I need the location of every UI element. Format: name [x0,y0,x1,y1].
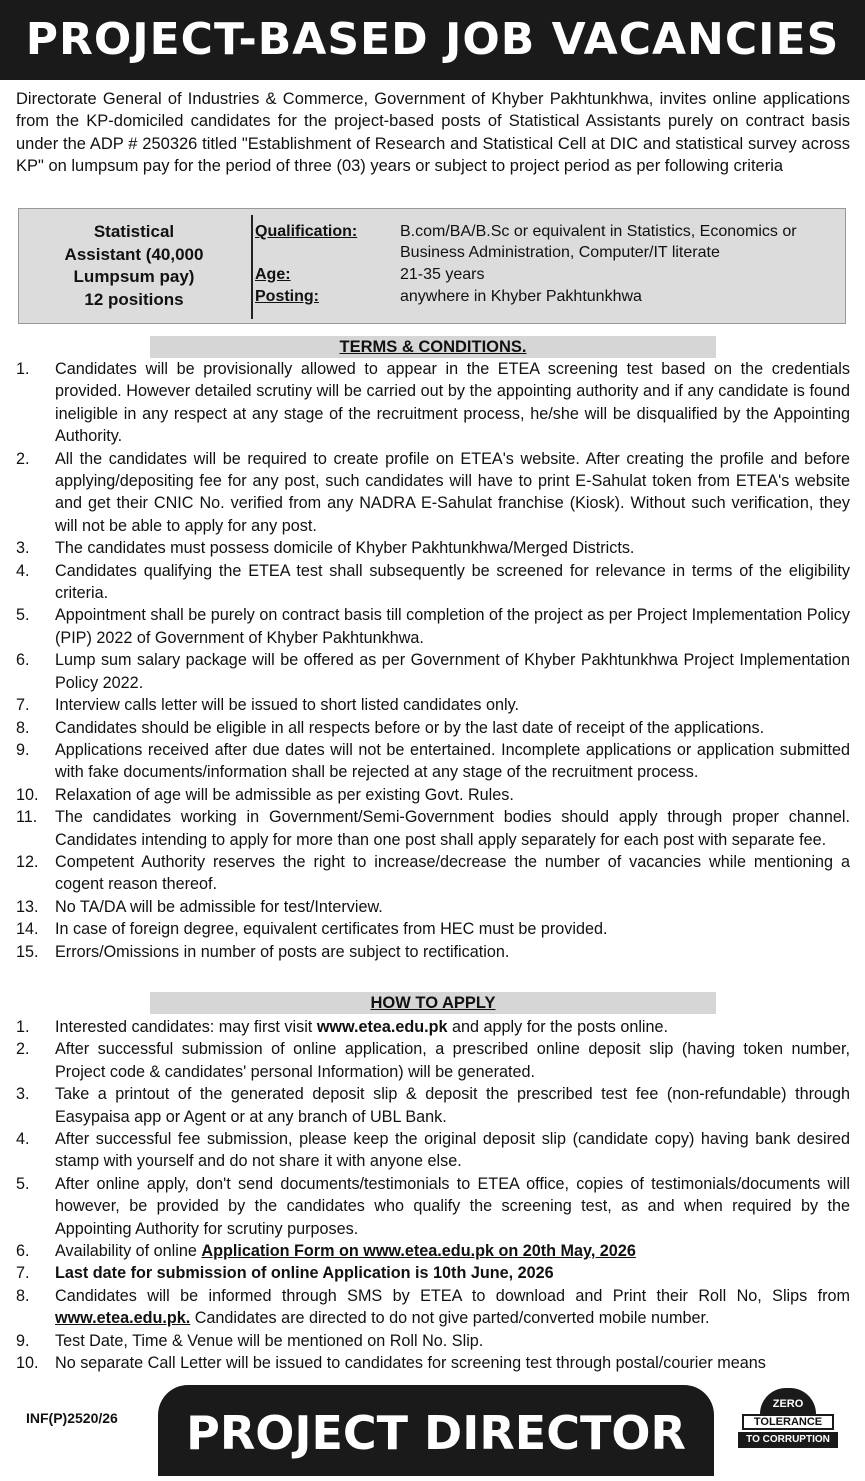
post-title-line: Lumpsum pay) [73,267,195,286]
item-number: 10. [16,785,39,804]
posting-value: anywhere in Khyber Pakhtunkhwa [400,288,642,305]
last-date-text: Last date for submission of online Application is 10th June, 2026 [55,1264,554,1283]
advert-code: INF(P)2520/26 [26,1410,118,1426]
post-divider [251,215,253,319]
list-item [16,537,850,559]
item-text: Relaxation of age will be admissible as per existing Govt. Rules. [55,785,514,804]
list-item: 3. Take a printout of the generated deposit slip & deposit the prescribed test fee (non-refundable) through Easypaisa app or Agent or at any branch of UBL Bank. [16,1085,850,1126]
apply-text: After successful fee submission, please keep the original deposit slip (candidate copy) having bank desired stamp with yourself and do not share it with anyone else. [55,1130,850,1171]
item-text: Lump sum salary package will be offered as per Government of Khyber Pakhtunkhwa Project Implementation Policy 2022. [55,651,850,692]
item-text: The candidates must possess domicile of Khyber Pakhtunkhwa/Merged Districts. [55,539,635,558]
list-item: 10. No separate Call Letter will be issued to candidates for screening test through postal/courier means [16,1354,766,1373]
apply-text: Candidates are directed to do not give parted/converted mobile number. [190,1309,710,1328]
item-number: 5. [16,606,30,625]
item-number: 12. [16,852,39,871]
list-item [16,806,850,851]
terms-heading: TERMS & CONDITIONS. [150,336,716,358]
list-item [16,649,850,694]
zero-tolerance-badge [738,1388,838,1454]
item-text: All the candidates will be required to create profile on ETEA's website. After creating the profile and before applying/depositing fee for any post, such candidates will have to print E-Sahulat token from ETEA's website and get their CNIC No. verified from any NADRA E-Sahulat franchise (Kiosk). Without such verification, they will not be able to apply for any post. [55,449,850,535]
item-text: Interview calls letter will be issued to short listed candidates only. [55,696,519,715]
list-item [16,941,850,963]
apply-text: No separate Call Letter will be issued to candidates for screening test through postal/courier means [55,1354,766,1373]
post-title-line: 12 positions [84,289,184,309]
badge-corruption: TO CORRUPTION [738,1432,838,1448]
age-label: Age: [255,266,291,283]
how-to-apply-list [16,1016,850,1375]
qualification-value: B.com/BA/B.Sc or equivalent in Statistics, Economics or Business Administration, Computer/IT literate [400,223,797,261]
item-number: 6. [16,651,30,670]
etea-website-link[interactable]: www.etea.edu.pk. [55,1309,191,1328]
list-item: 4. After successful fee submission, please keep the original deposit slip (candidate copy) having bank desired stamp with yourself and do not share it with anyone else. [16,1130,850,1171]
list-item: 7. Last date for submission of online Application is 10th June, 2026 [16,1264,554,1283]
apply-text: Test Date, Time & Venue will be mentioned on Roll No. Slip. [55,1331,484,1350]
list-item [16,851,850,896]
item-text: Errors/Omissions in number of posts are subject to rectification. [55,942,510,961]
apply-text: Availability of online [55,1242,202,1261]
item-text: Competent Authority reserves the right to increase/decrease the number of vacancies while mentioning a cogent reason thereof. [55,852,850,894]
page-title: PROJECT-BASED JOB VACANCIES [0,0,865,80]
list-item [16,717,850,739]
application-form-date: Application Form on www.etea.edu.pk on 20th May, 2026 [201,1242,636,1261]
item-number: 15. [16,942,39,961]
post-title [19,221,249,311]
qualification-label: Qualification: [255,223,358,240]
signatory-banner: PROJECT DIRECTOR [158,1385,714,1476]
item-text: The candidates working in Government/Semi-Government bodies should apply through proper channel. Candidates intending to apply for more than one post shall apply separately for each post with separate fee. [55,808,850,849]
apply-text: Candidates will be informed through SMS by ETEA to download and Print their Roll No, Slips from [55,1286,850,1305]
badge-zero: ZERO [760,1388,816,1414]
list-item [16,694,850,716]
list-item: 8. Candidates will be informed through SMS by ETEA to download and Print their Roll No, Slips from www.etea.edu.pk. Candidates are directed to do not give parted/converted mobile number. [16,1286,850,1328]
item-number: 2. [16,449,30,468]
item-text: Candidates will be provisionally allowed to appear in the ETEA screening test based on the credentials provided. However detailed scrutiny will be carried out by the appointing authority and if any candidate is found ineligible in any respect at any stage of the recruitment process, he/she will be disqualified by the Appointing Authority. [55,360,850,446]
apply-text: Interested candidates: may first visit [55,1018,317,1036]
list-item [16,739,850,784]
list-item [16,358,850,448]
apply-text: After successful submission of online application, a prescribed online deposit slip (having token number, Project code & candidates' personal Information) will be generated. [55,1040,850,1081]
item-number: 13. [16,897,39,916]
item-text: Candidates should be eligible in all respects before or by the last date of receipt of the applications. [55,718,765,737]
item-text: Appointment shall be purely on contract basis till completion of the project as per Project Implementation Policy (PIP) 2022 of Government of Khyber Pakhtunkhwa. [55,606,850,647]
item-number: 7. [16,696,30,715]
item-text: In case of foreign degree, equivalent certificates from HEC must be provided. [55,920,608,939]
list-item [16,784,850,806]
post-title-line: Statistical [93,222,175,241]
list-item: 2. After successful submission of online application, a prescribed online deposit slip (having token number, Project code & candidates' personal Information) will be generated. [16,1040,850,1081]
how-to-apply-heading: HOW TO APPLY [150,992,716,1014]
list-item [16,604,850,649]
posting-label: Posting: [255,288,319,305]
item-number: 1. [16,360,30,378]
list-item [16,918,850,940]
post-criteria-box [18,208,846,324]
list-item: 9. Test Date, Time & Venue will be mentioned on Roll No. Slip. [16,1331,484,1350]
item-number: 8. [16,718,30,737]
intro-paragraph: Directorate General of Industries & Commerce, Government of Khyber Pakhtunkhwa, invites online applications from the KP-domiciled candidates for the project-based posts of Statistical Assistants purely on contract basis under the ADP # 250326 titled "Establishment of Research and Statistical Cell at DIC and statistical survey across KP" on lumpsum pay for the period of three (03) years or subject to project period as per following criteria [16,90,850,176]
list-item: 6. Availability of online Application Form on www.etea.edu.pk on 20th May, 2026 [16,1242,636,1261]
terms-list [16,358,850,963]
item-number: 4. [16,561,30,580]
item-number: 14. [16,920,39,939]
item-number: 11. [16,808,38,827]
apply-text: Take a printout of the generated deposit slip & deposit the prescribed test fee (non-refundable) through Easypaisa app or Agent or at any branch of UBL Bank. [55,1085,850,1126]
item-number: 9. [16,740,30,759]
list-item: 5. After online apply, don't send documents/testimonials to ETEA office, copies of testimonials/documents will however, be provided by the candidates who qualify the screening test, as and when required by the Appointing Authority for scrutiny purposes. [16,1174,850,1238]
item-text: Candidates qualifying the ETEA test shall subsequently be screened for relevance in terms of the eligibility criteria. [55,561,850,603]
age-value: 21-35 years [400,266,485,283]
list-item: 1. Interested candidates: may first visit www.etea.edu.pk and apply for the posts online. [16,1018,669,1036]
item-number: 3. [16,539,30,558]
list-item [16,560,850,605]
apply-text: After online apply, don't send documents/testimonials to ETEA office, copies of testimonials/documents will however, be provided by the candidates who qualify the screening test, as and when required by the Appointing Authority for scrutiny purposes. [55,1174,850,1238]
post-title-line: Assistant (40,000 [64,244,204,264]
badge-tolerance: TOLERANCE [742,1414,834,1430]
list-item [16,896,850,918]
item-text: No TA/DA will be admissible for test/Interview. [55,897,383,916]
etea-website-link[interactable]: www.etea.edu.pk [316,1018,448,1036]
item-text: Applications received after due dates will not be entertained. Incomplete applications or application submitted with fake documents/information shall be rejected at any stage of the recruitment process. [55,740,850,782]
apply-text: and apply for the posts online. [447,1018,669,1036]
list-item [16,448,850,538]
